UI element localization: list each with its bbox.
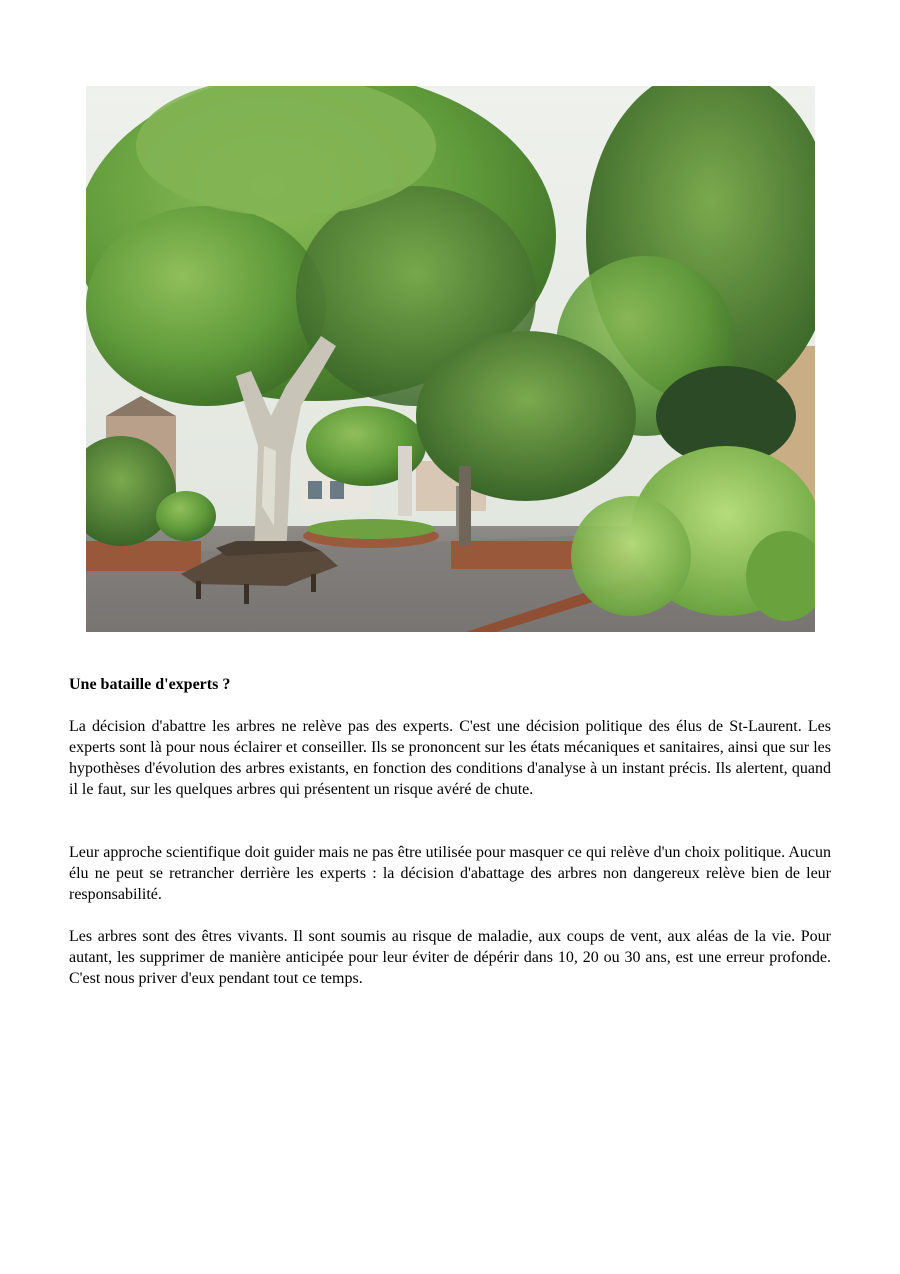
paragraph-1: La décision d'abattre les arbres ne relève pas des experts. C'est une décision politique des élus de St-Laurent. Les experts sont là pour nous éclairer et conseiller. Ils se prononcent sur les états mécaniques et sanitaires, ainsi que sur les hypothèses d'évolution des arbres existants, en fonction des conditions d'analyse à un instant précis. Ils alertent, quand il le faut, sur les quelques arbres qui présentent un risque avéré de chute. [69,718,831,798]
paragraph-2: Leur approche scientifique doit guider mais ne pas être utilisée pour masquer ce qui relève d'un choix politique. Aucun élu ne peut se retrancher derrière les experts : la décision d'abattage des arbres non dangereux relève bien de leur responsabilité. [69,844,831,903]
paragraph-3: Les arbres sont des êtres vivants. Il sont soumis au risque de maladie, aux coups de vent, aux aléas de la vie. Pour autant, les supprimer de manière anticipée pour leur éviter de dépérir dans 10, 20 ou 30 ans, est une erreur profonde. C'est nous priver d'eux pendant tout ce temps. [69,928,831,987]
tree-photo-illustration [86,86,815,632]
tree-photo [86,86,815,632]
section-heading: Une bataille d'experts ? [69,676,231,693]
